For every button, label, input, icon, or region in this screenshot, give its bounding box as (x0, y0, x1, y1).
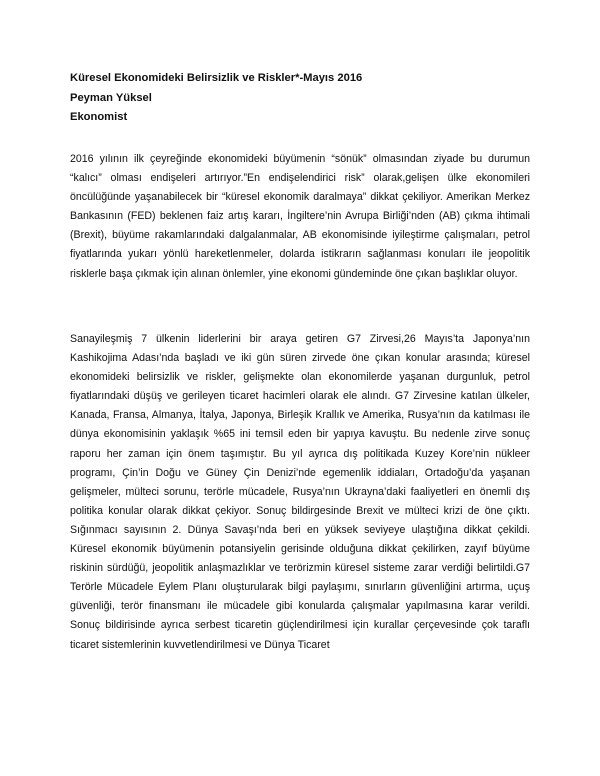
paragraph-intro: 2016 yılının ilk çeyreğinde ekonomideki büyümenin “sönük” olmasından ziyade bu durumun “kalıcı” olması endişeleri artırıyor.”En endişelendirici risk” olarak,gelişen ülke ekonomileri öncülüğünde yaşanabilecek bir “küresel ekonomik daralmaya” dikkat çekiliyor. Amerikan Merkez Bankasının (FED) beklenen faiz artış kararı, İngiltere’nin Avrupa Birliği’nden (AB) çıkma ihtimali (Brexit), büyüme rakamlarındaki dalgalanmalar, AB ekonomisinde iyileştirme çalışmaları, petrol fiyatlarında yukarı yönlü hareketlenmeler, dolarda istikrarın sağlanması konuları ile jeopolitik risklerle başa çıkmak için alınan önlemler, yine ekonomi gündeminde öne çıkan başlıklar oluyor. (70, 153, 530, 280)
author-role: Ekonomist (70, 111, 128, 123)
document-header (70, 69, 540, 128)
author-name: Peyman Yüksel (70, 91, 152, 104)
paragraph-g7-summit: Sanayileşmiş 7 ülkenin liderlerini bir araya getiren G7 Zirvesi,26 Mayıs’ta Japonya’nın Kashikojima Adası’nda başladı ve iki gün süren zirvede öne çıkan konular arasında; küresel ekonomideki belirsizlik ve riskler, gelişmekte olan ekonomilerde yaşanan durgunluk, petrol fiyatlarındaki düşüş ve gerileyen ticaret hacimleri olarak ele alındı. G7 Zirvesine katılan ülkeler, Kanada, Fransa, Almanya, İtalya, Japonya, Birleşik Krallık ve Amerika, Rusya’nın da katılması ile dünya ekonomisinin yaklaşık %65 ini temsil eden bir yapıya kavuştu. Bu nedenle zirve sonuç raporu her zaman için önem taşımıştır. Bu yıl ayrıca dış politikada Kuzey Kore’nin nükleer programı, Çin’in Doğu ve Güney Çin Denizi’nde egemenlik iddiaları, Ortadoğu’da yaşanan gelişmeler, mülteci sorunu, terörle mücadele, Rusya’nın Ukrayna’daki faaliyetleri en önemli dış politika konular olarak dikkat çekiyor. Sonuç bildirgesinde Brexit ve mülteci krizi de öne çıktı. Sığınmacı sayısının 2. Dünya Savaşı’nda beri en yüksek seviyeye ulaştığına dikkat çekildi. Küresel ekonomik büyümenin potansiyelin gerisinde olduğuna dikkat çekilirken, zayıf büyüme riskinin sürdüğü, jeopolitik anlaşmazlıklar ve terörizmin küresel sisteme zarar verdiği belirtildi.G7 Terörle Mücadele Eylem Planı oluşturularak bilgi paylaşımı, sınırların güvenliğini artırma, uçuş güvenliği, terör finansmanı ile mücadele gibi konularda çalışmalar yapılmasına karar verildi. Sonuç bildirisinde ayrıca serbest ticaretin güçlendirilmesi için kurallar çerçevesinde çok taraflı ticaret sistemlerinin kuvvetlendirilmesi ve Dünya Ticaret (70, 333, 530, 651)
document-title: Küresel Ekonomideki Belirsizlik ve Riskler*-Mayıs 2016 (70, 72, 363, 84)
